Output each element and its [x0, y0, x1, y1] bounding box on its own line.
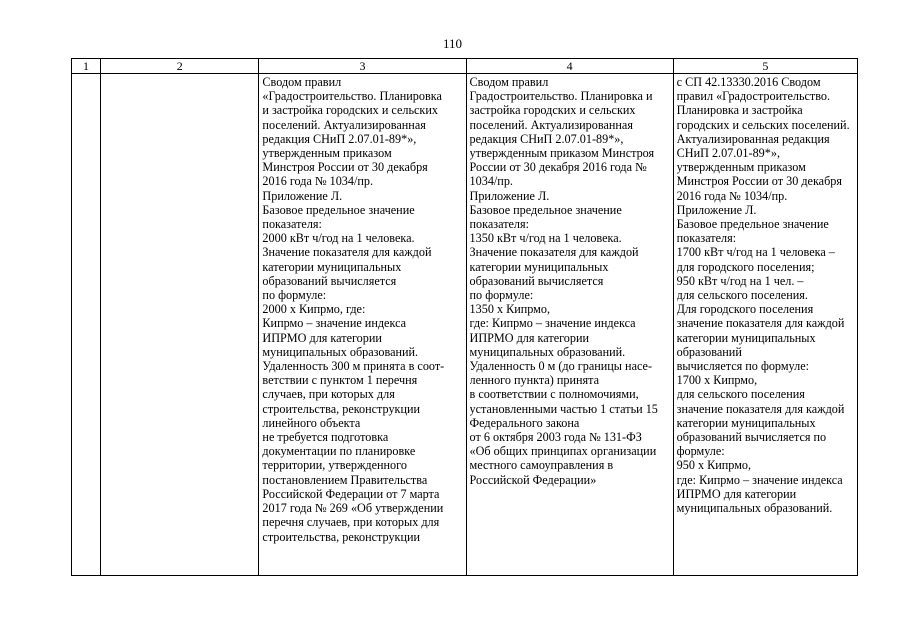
- cell-text-line: образований: [676, 344, 742, 359]
- cell-text-line: «Об общих принципах организации: [469, 444, 657, 459]
- cell-text-line: и застройка городских и сельских: [262, 103, 438, 118]
- cell-text-line: 1034/пр.: [469, 174, 513, 189]
- document-table: [71, 58, 858, 576]
- cell-text-line: ИПРМО для категории: [676, 486, 797, 501]
- cell-text-line: 950 х Кипрмо,: [676, 458, 752, 473]
- cell-text-line: 950 кВт ч/год на 1 чел. –: [676, 273, 804, 288]
- cell-text-line: не требуется подготовка: [262, 430, 389, 445]
- cell-text-line: Кипрмо – значение индекса: [262, 316, 407, 331]
- cell-text-line: категории муниципальных: [469, 259, 609, 274]
- cell-text-line: Удаленность 0 м (до границы насе-: [469, 359, 653, 374]
- cell-text-line: образований вычисляется: [262, 273, 397, 288]
- cell-text-line: Базовое предельное значение: [676, 217, 829, 232]
- cell-text-line: 2000 х Кипрмо, где:: [262, 302, 366, 317]
- cell-text-line: территории, утвержденного: [262, 458, 407, 473]
- cell-col-1: [72, 74, 101, 576]
- cell-text-line: Градостроительство. Планировка и: [469, 89, 653, 104]
- cell-text-line: муниципальных образований.: [469, 344, 626, 359]
- cell-text-line: образований вычисляется по: [676, 430, 827, 445]
- cell-text-line: строительства, реконструкции: [262, 529, 421, 544]
- table-row: [72, 74, 858, 576]
- cell-text-line: 1700 х Кипрмо,: [676, 373, 758, 388]
- cell-text-line: категории муниципальных: [262, 259, 402, 274]
- cell-text-line: СНиП 2.07.01-89*»,: [676, 146, 780, 161]
- cell-text-line: где: Кипрмо – значение индекса: [676, 472, 843, 487]
- cell-text-line: случаев, при которых для: [262, 387, 395, 402]
- cell-text-line: Значение показателя для каждой: [469, 245, 639, 260]
- cell-text-line: Сводом правил: [262, 75, 342, 89]
- cell-text-line: утвержденным приказом: [262, 146, 392, 161]
- cell-text-line: перечня случаев, при которых для: [262, 515, 440, 530]
- cell-text-line: утвержденным приказом Минстроя: [469, 146, 655, 161]
- cell-text-line: Минстроя России от 30 декабря: [676, 174, 842, 189]
- cell-text-line: Российской Федерации»: [469, 472, 597, 487]
- cell-text-line: утвержденным приказом: [676, 160, 806, 175]
- cell-col-5: [673, 74, 857, 576]
- cell-text-line: от 6 октября 2003 года № 131-ФЗ: [469, 430, 642, 445]
- cell-text-line: Значение показателя для каждой: [262, 245, 432, 260]
- cell-text-line: вычисляется по формуле:: [676, 359, 809, 374]
- cell-text-line: ленного пункта) принята: [469, 373, 600, 388]
- cell-text-line: линейного объекта: [262, 415, 361, 430]
- cell-text-line: Российской Федерации от 7 марта: [262, 486, 440, 501]
- cell-text-line: редакция СНиП 2.07.01-89*»,: [469, 131, 624, 146]
- cell-text-line: по формуле:: [262, 288, 327, 303]
- cell-text-line: показателя:: [676, 231, 737, 246]
- cell-text-line: ИПРМО для категории: [262, 330, 382, 345]
- cell-text-line: ИПРМО для категории: [469, 330, 590, 345]
- cell-text-line: поселений. Актуализированная: [262, 117, 426, 132]
- cell-text-line: Актуализированная редакция: [676, 131, 830, 146]
- cell-text-line: показателя:: [469, 217, 530, 232]
- cell-text-line: редакция СНиП 2.07.01-89*»,: [262, 131, 417, 146]
- cell-text-line: для сельского поселения.: [676, 288, 808, 303]
- cell-text-line: Приложение Л.: [469, 188, 550, 203]
- cell-col-2: [100, 74, 258, 576]
- cell-text-line: 2016 года № 1034/пр.: [676, 188, 788, 203]
- cell-text-line: застройка городских и сельских: [469, 103, 636, 118]
- cell-text-line: Для городского поселения: [676, 302, 814, 317]
- cell-text-line: значение показателя для каждой: [676, 401, 845, 416]
- cell-text-line: установленными частью 1 статьи 15: [469, 401, 658, 416]
- cell-text-line: 1700 кВт ч/год на 1 человека –: [676, 245, 835, 260]
- column-header-3: 3: [259, 59, 466, 74]
- column-header-4: 4: [466, 59, 673, 74]
- cell-text-line: для городского поселения;: [676, 259, 815, 274]
- cell-text-line: формуле:: [676, 444, 725, 459]
- cell-text-line: для сельского поселения: [676, 387, 805, 402]
- column-header-1: 1: [72, 59, 101, 74]
- cell-text-line: Базовое предельное значение: [262, 202, 415, 217]
- cell-text-line: правил «Градостроительство.: [676, 89, 831, 104]
- cell-text-line: категории муниципальных: [676, 415, 816, 430]
- cell-text-line: строительства, реконструкции: [262, 401, 421, 416]
- cell-text-line: муниципальных образований.: [676, 501, 833, 516]
- cell-text-line: ветствии с пунктом 1 перечня: [262, 373, 418, 388]
- cell-col-4: [466, 74, 673, 576]
- cell-text-line: 2016 года № 1034/пр.: [262, 174, 374, 189]
- cell-text-line: по формуле:: [469, 288, 534, 303]
- cell-text-line: Удаленность 300 м принята в соот-: [262, 359, 445, 374]
- cell-text-line: Планировка и застройка: [676, 103, 803, 118]
- cell-text-line: «Градостроительство. Планировка: [262, 89, 442, 104]
- cell-text-line: 1350 кВт ч/год на 1 человека.: [469, 231, 622, 246]
- cell-text-line: Минстроя России от 30 декабря: [262, 160, 428, 175]
- cell-text-line: Сводом правил: [469, 75, 549, 89]
- header-row: [72, 59, 858, 74]
- column-header-5: 5: [673, 59, 857, 74]
- cell-text-line: городских и сельских поселений.: [676, 117, 850, 132]
- column-header-2: 2: [100, 59, 258, 74]
- cell-text-line: Приложение Л.: [262, 188, 343, 203]
- cell-text-line: 1350 х Кипрмо,: [469, 302, 551, 317]
- cell-text-line: местного самоуправления в: [469, 458, 614, 473]
- page-number: 110: [442, 36, 463, 51]
- cell-text-line: значение показателя для каждой: [676, 316, 845, 331]
- cell-text-line: Базовое предельное значение: [469, 202, 622, 217]
- cell-text-line: где: Кипрмо – значение индекса: [469, 316, 636, 331]
- cell-text-line: 2000 кВт ч/год на 1 человека.: [262, 231, 415, 246]
- cell-text-line: в соответствии с полномочиями,: [469, 387, 639, 402]
- cell-text-line: образований вычисляется: [469, 273, 604, 288]
- cell-text-line: России от 30 декабря 2016 года №: [469, 160, 647, 175]
- cell-text-line: показателя:: [262, 217, 322, 232]
- cell-text-line: категории муниципальных: [676, 330, 816, 345]
- cell-text-line: Приложение Л.: [676, 202, 757, 217]
- cell-text-line: постановлением Правительства: [262, 472, 428, 487]
- cell-text-line: документации по планировке: [262, 444, 416, 459]
- cell-col-3: [259, 74, 466, 576]
- cell-text-line: 2017 года № 269 «Об утверждении: [262, 501, 444, 516]
- cell-text-line: Федерального закона: [469, 415, 580, 430]
- cell-text-line: муниципальных образований.: [262, 344, 419, 359]
- cell-text-line: поселений. Актуализированная: [469, 117, 633, 132]
- cell-text-line: с СП 42.13330.2016 Сводом: [676, 75, 821, 89]
